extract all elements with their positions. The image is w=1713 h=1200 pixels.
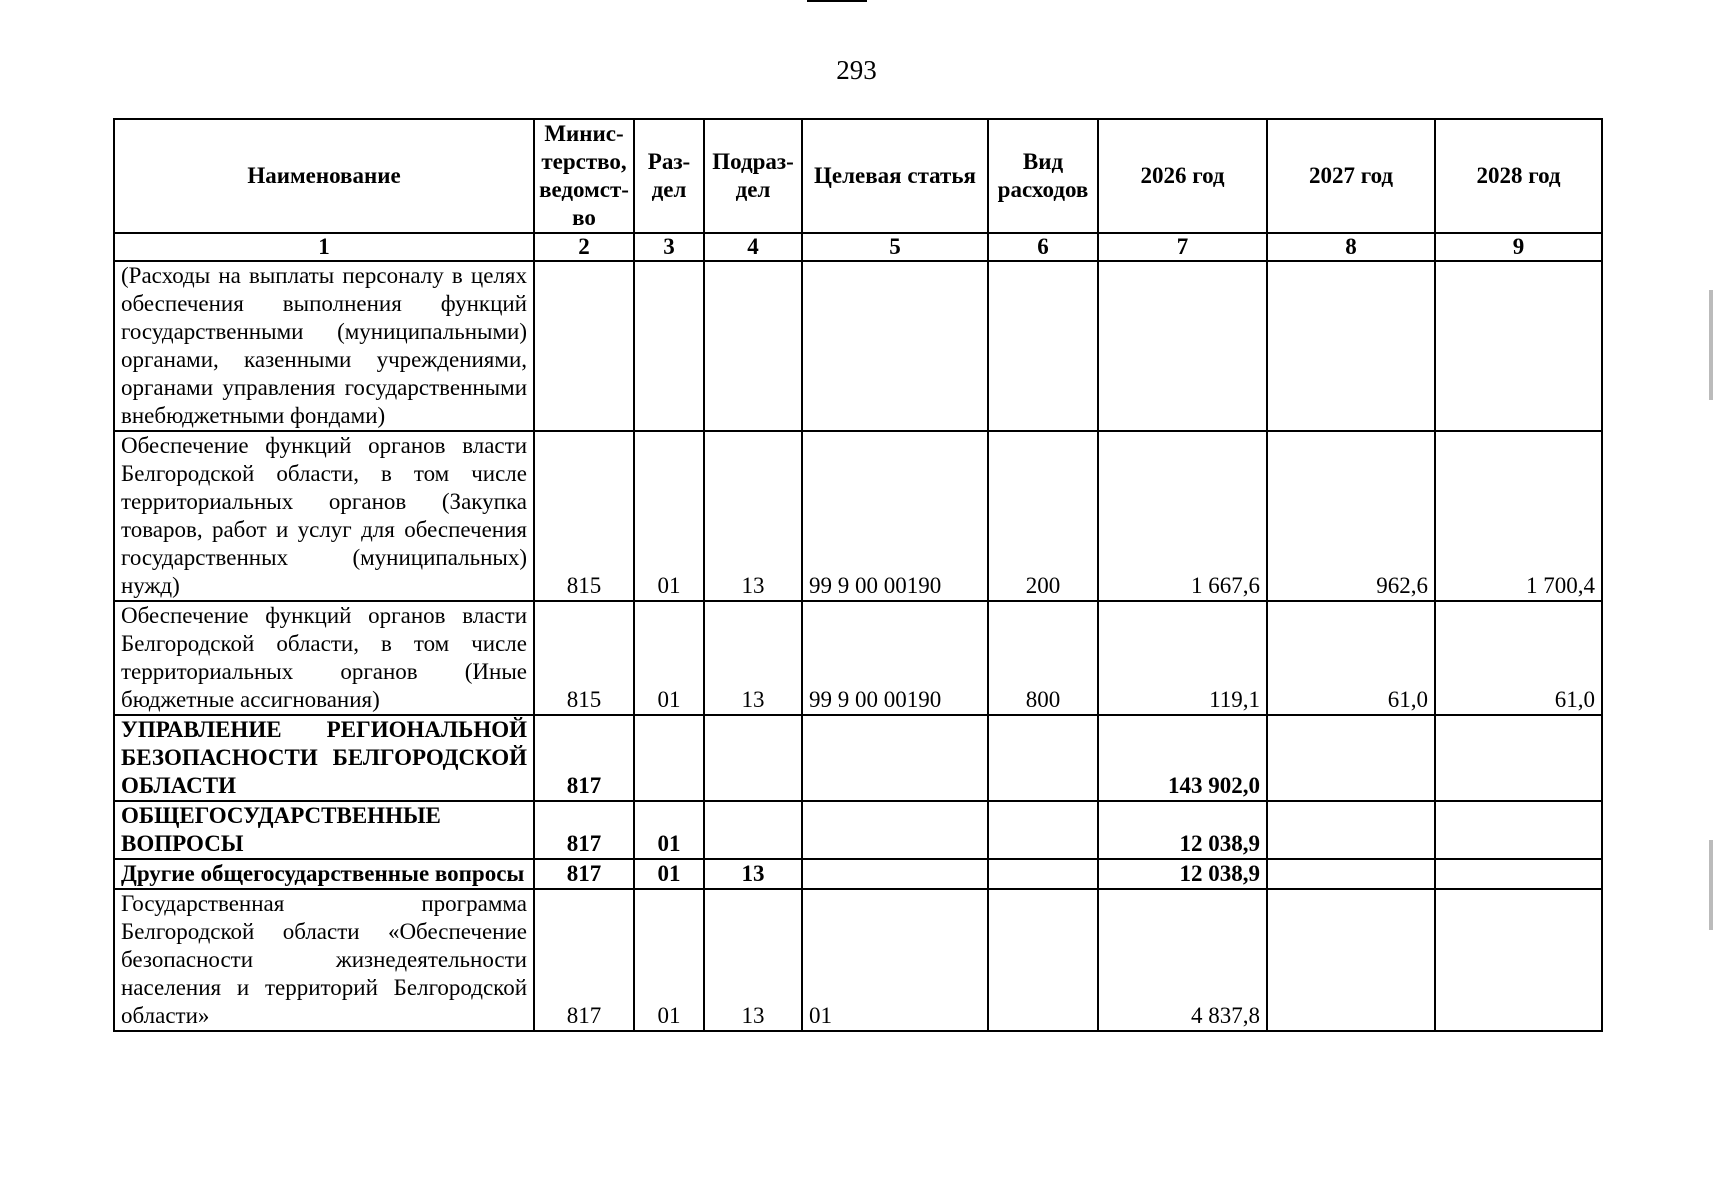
row-ministry: 815 (534, 431, 634, 601)
row-name: (Расходы на выплаты персоналу в целях обеспечения выполнения функций государственными (муниципальными) органами, казенными учреждениями, органами управления государственными внебюджетными фондами) (114, 261, 534, 431)
header-2028: 2028 год (1435, 119, 1602, 233)
table-row (114, 801, 1602, 859)
row-type (988, 889, 1098, 1031)
header-2026: 2026 год (1098, 119, 1267, 233)
row-subsection (704, 801, 802, 859)
header-ministry: Минис-терство, ведомст-во (534, 119, 634, 233)
header-2027: 2027 год (1267, 119, 1435, 233)
table-row (114, 261, 1602, 431)
row-2027 (1267, 801, 1435, 859)
row-subsection: 13 (704, 601, 802, 715)
row-name: Государственная программа Белгородской области «Обеспечение безопасности жизнедеятельности населения и территорий Белгородской области» (114, 889, 534, 1031)
row-2026: 119,1 (1098, 601, 1267, 715)
row-type (988, 801, 1098, 859)
row-type: 800 (988, 601, 1098, 715)
row-type (988, 261, 1098, 431)
page-number: 293 (836, 55, 877, 85)
column-number: 2 (534, 233, 634, 261)
row-name: ОБЩЕГОСУДАРСТВЕННЫЕ ВОПРОСЫ (114, 801, 534, 859)
row-2026: 4 837,8 (1098, 889, 1267, 1031)
row-ministry: 815 (534, 601, 634, 715)
row-section: 01 (634, 801, 704, 859)
table-row (114, 859, 1602, 889)
row-2027 (1267, 889, 1435, 1031)
row-ministry: 817 (534, 889, 634, 1031)
row-target (802, 801, 988, 859)
row-2028 (1435, 261, 1602, 431)
row-target (802, 859, 988, 889)
header-section: Раз-дел (634, 119, 704, 233)
row-section (634, 261, 704, 431)
table-row (114, 431, 1602, 601)
row-2027: 962,6 (1267, 431, 1435, 601)
table-row (114, 889, 1602, 1031)
row-2027 (1267, 859, 1435, 889)
table-row (114, 715, 1602, 801)
row-2028 (1435, 801, 1602, 859)
column-number: 3 (634, 233, 704, 261)
row-subsection: 13 (704, 431, 802, 601)
row-2027: 61,0 (1267, 601, 1435, 715)
row-target: 99 9 00 00190 (802, 431, 988, 601)
column-number: 6 (988, 233, 1098, 261)
row-2026: 12 038,9 (1098, 801, 1267, 859)
row-section: 01 (634, 601, 704, 715)
row-name: Обеспечение функций органов власти Белгородской области, в том числе территориальных органов (Иные бюджетные ассигнования) (114, 601, 534, 715)
header-type: Вид расходов (988, 119, 1098, 233)
row-ministry: 817 (534, 859, 634, 889)
column-number: 7 (1098, 233, 1267, 261)
row-subsection: 13 (704, 889, 802, 1031)
row-2028 (1435, 889, 1602, 1031)
header-name: Наименование (114, 119, 534, 233)
row-subsection (704, 261, 802, 431)
header-target: Целевая статья (802, 119, 988, 233)
row-2028: 61,0 (1435, 601, 1602, 715)
row-type (988, 715, 1098, 801)
column-number-row (114, 233, 1602, 261)
row-2028 (1435, 715, 1602, 801)
row-2026: 143 902,0 (1098, 715, 1267, 801)
column-number: 8 (1267, 233, 1435, 261)
header-subsection: Подраз-дел (704, 119, 802, 233)
row-2026: 12 038,9 (1098, 859, 1267, 889)
row-name: Другие общегосударственные вопросы (114, 859, 534, 889)
row-target (802, 715, 988, 801)
row-section: 01 (634, 889, 704, 1031)
row-subsection: 13 (704, 859, 802, 889)
row-section: 01 (634, 431, 704, 601)
top-rule (807, 0, 867, 2)
row-type: 200 (988, 431, 1098, 601)
row-name: УПРАВЛЕНИЕ РЕГИОНАЛЬНОЙ БЕЗОПАСНОСТИ БЕЛГОРОДСКОЙ ОБЛАСТИ (114, 715, 534, 801)
row-target: 01 (802, 889, 988, 1031)
row-ministry (534, 261, 634, 431)
column-number: 9 (1435, 233, 1602, 261)
row-type (988, 859, 1098, 889)
row-subsection (704, 715, 802, 801)
header-row (114, 119, 1602, 233)
row-2026 (1098, 261, 1267, 431)
row-target (802, 261, 988, 431)
row-target: 99 9 00 00190 (802, 601, 988, 715)
row-name: Обеспечение функций органов власти Белгородской области, в том числе территориальных органов (Закупка товаров, работ и услуг для обеспечения государственных (муниципальных) нужд) (114, 431, 534, 601)
row-2028 (1435, 859, 1602, 889)
column-number: 5 (802, 233, 988, 261)
column-number: 1 (114, 233, 534, 261)
scan-edge-mark (1709, 290, 1713, 400)
column-number: 4 (704, 233, 802, 261)
row-ministry: 817 (534, 715, 634, 801)
budget-table (113, 118, 1603, 1032)
row-2028: 1 700,4 (1435, 431, 1602, 601)
row-ministry: 817 (534, 801, 634, 859)
row-section (634, 715, 704, 801)
scan-edge-mark (1709, 840, 1713, 930)
row-section: 01 (634, 859, 704, 889)
row-2026: 1 667,6 (1098, 431, 1267, 601)
row-2027 (1267, 261, 1435, 431)
row-2027 (1267, 715, 1435, 801)
table-row (114, 601, 1602, 715)
